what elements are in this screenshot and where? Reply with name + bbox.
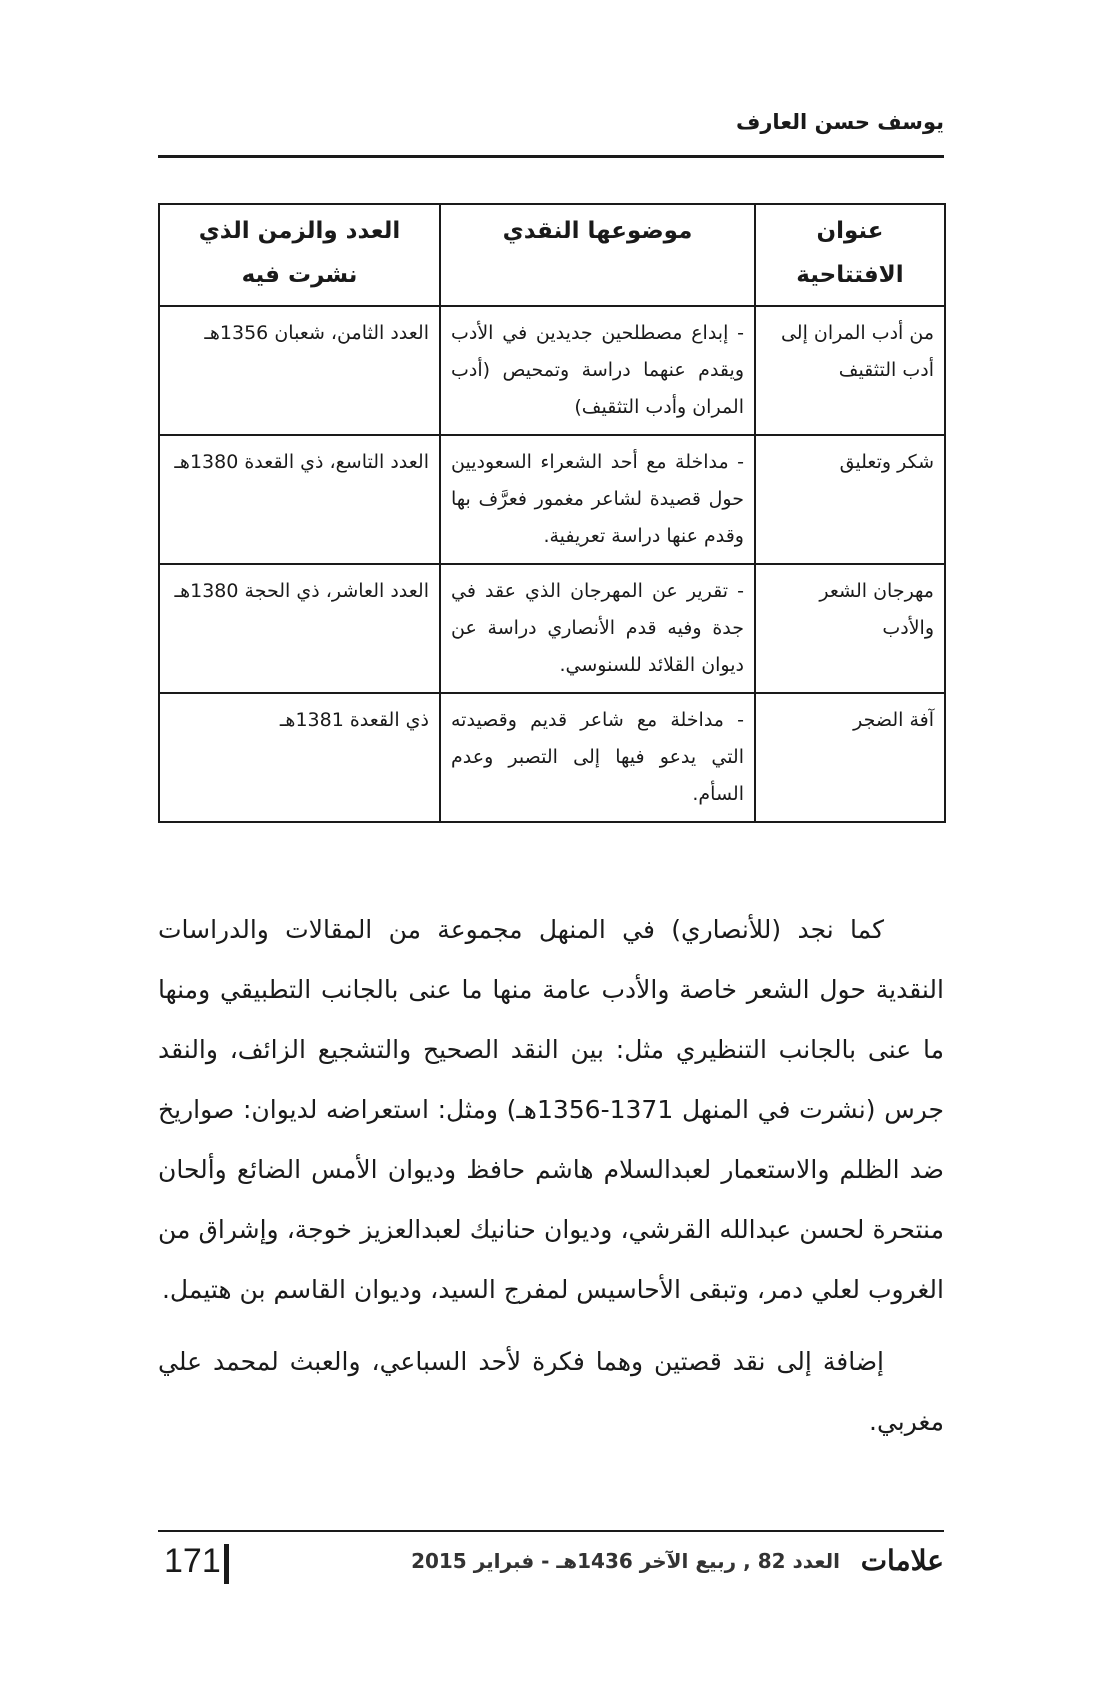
page-number: 171 — [164, 1542, 221, 1580]
col-header-topic: موضوعها النقدي — [440, 204, 755, 306]
body-paragraph: إضافة إلى نقد قصتين وهما فكرة لأحد السباعي، والعبث لمحمد علي مغربي. — [158, 1347, 944, 1436]
body-paragraph: كما نجد (للأنصاري) في المنهل مجموعة من المقالات والدراسات النقدية حول الشعر خاصة والأدب عامة منها ما عنى بالجانب التطبيقي ومنها ما عنى بالجانب التنظيري مثل: بين النقد الصحيح والتشجيع الزائف، والنقد جرس (نشرت في المنهل 1371-1356هـ) ومثل: استعراضه لديوان: صواريخ ضد الظلم والاستعمار لعبدالسلام هاشم حافظ وديوان الأمس الضائع وألحان منتحرة لحسن عبدالله القرشي، وديوان حنانيك لعبدالعزيز خوجة، وإشراق من الغروب لعلي دمر، وتبقى الأحاسيس لمفرج السيد، وديوان القاسم بن هتيمل. — [158, 915, 944, 1304]
cell-title: شكر وتعليق — [755, 435, 945, 564]
table-row — [159, 306, 945, 435]
cell-issue: العدد الثامن، شعبان 1356هـ — [159, 306, 440, 435]
footer-separator-bar — [224, 1544, 229, 1584]
running-header-author: يوسف حسن العارف — [735, 110, 944, 134]
table-row — [159, 564, 945, 693]
table-row — [159, 693, 945, 822]
article-body — [158, 900, 944, 1452]
issue-info: العدد 82 , ربيع الآخر 1436هـ - فبراير 2015 — [411, 1549, 840, 1573]
cell-issue: العدد العاشر، ذي الحجة 1380هـ — [159, 564, 440, 693]
cell-topic: - إبداع مصطلحين جديدين في الأدب ويقدم عنهما دراسة وتمحيص (أدب المران وأدب التثقيف) — [440, 306, 755, 435]
cell-topic: - مداخلة مع شاعر قديم وقصيدته التي يدعو فيها إلى التصبر وعدم السأم. — [440, 693, 755, 822]
cell-title: من أدب المران إلى أدب التثقيف — [755, 306, 945, 435]
page-footer — [158, 1542, 944, 1592]
table-header-row — [159, 204, 945, 306]
col-header-title: عنوان الافتتاحية — [755, 204, 945, 306]
header-divider — [158, 155, 944, 158]
editorials-table — [158, 203, 946, 823]
journal-logo: علامات — [860, 1544, 944, 1577]
table-row — [159, 435, 945, 564]
cell-issue: العدد التاسع، ذي القعدة 1380هـ — [159, 435, 440, 564]
cell-title: مهرجان الشعر والأدب — [755, 564, 945, 693]
footer-divider — [158, 1530, 944, 1532]
cell-topic: - مداخلة مع أحد الشعراء السعوديين حول قصيدة لشاعر مغمور فعرَّف بها وقدم عنها دراسة تعريفية. — [440, 435, 755, 564]
cell-issue: ذي القعدة 1381هـ — [159, 693, 440, 822]
col-header-issue: العدد والزمن الذي نشرت فيه — [159, 204, 440, 306]
cell-topic: - تقرير عن المهرجان الذي عقد في جدة وفيه قدم الأنصاري دراسة عن ديوان القلائد للسنوسي. — [440, 564, 755, 693]
cell-title: آفة الضجر — [755, 693, 945, 822]
